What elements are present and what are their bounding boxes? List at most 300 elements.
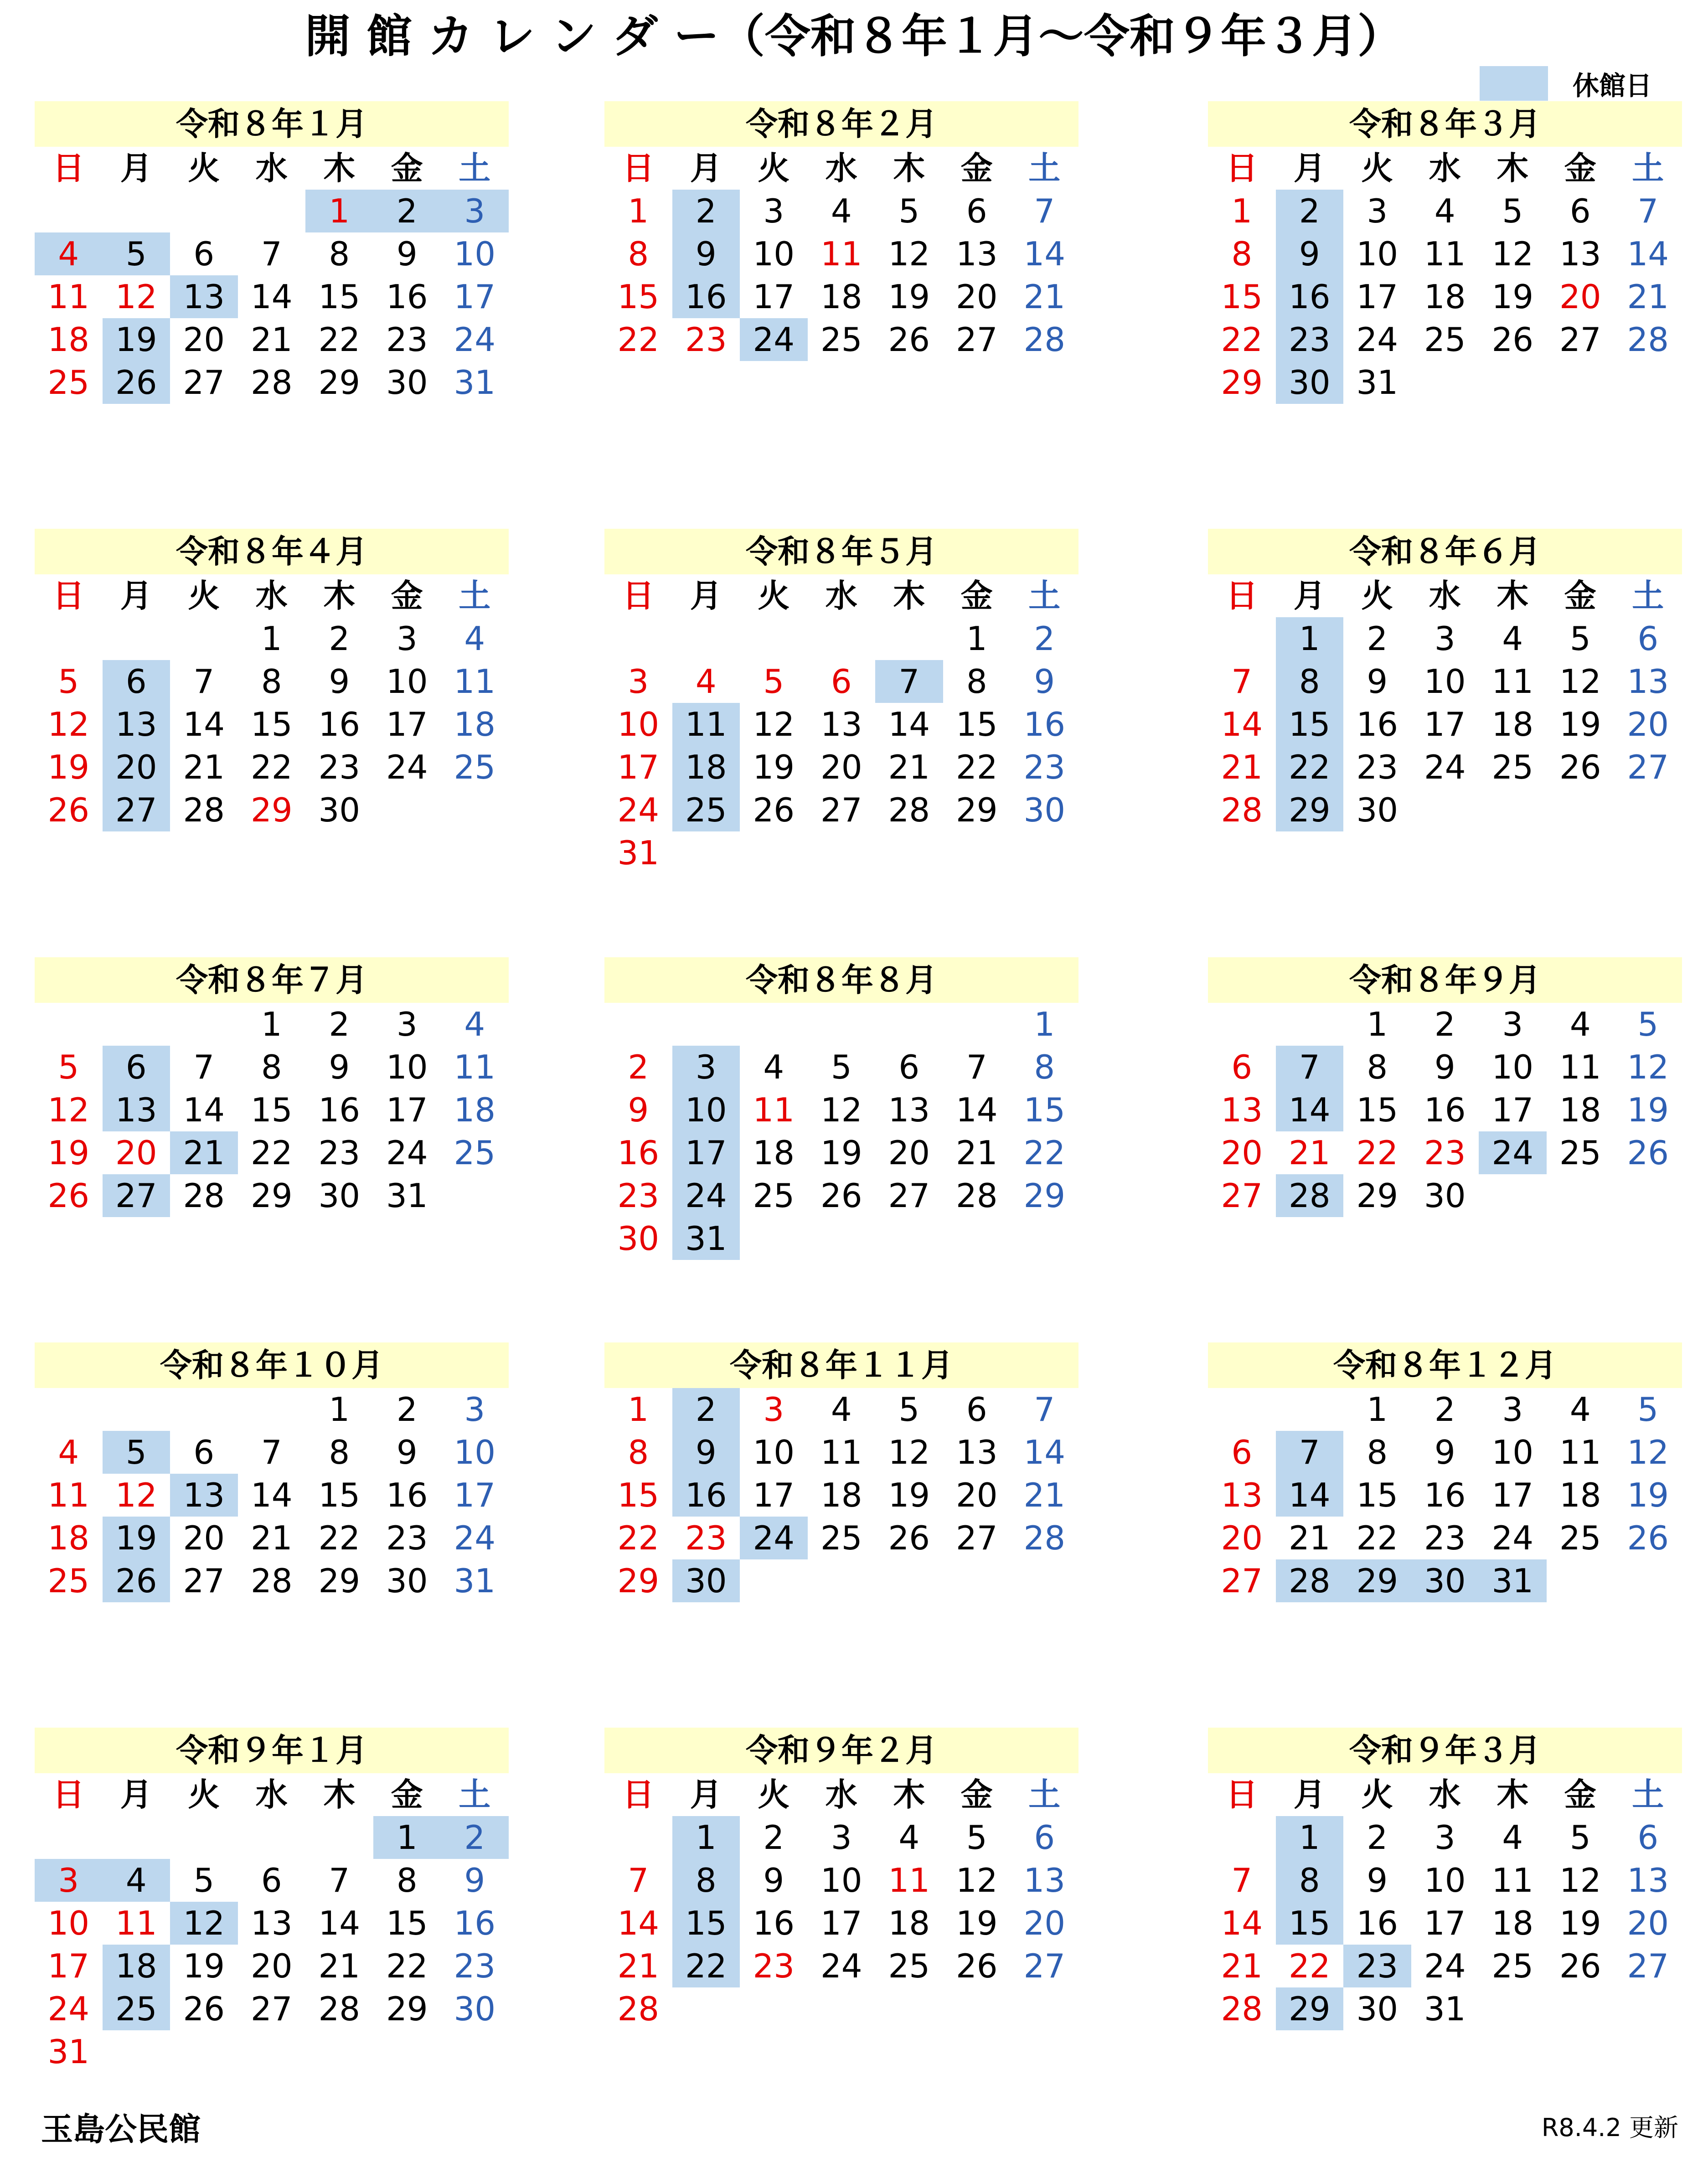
week-row: [1208, 232, 1682, 275]
day-cell: 2: [1434, 1005, 1455, 1043]
weekday-label: 金: [1564, 150, 1596, 187]
day-cell: 11: [820, 235, 862, 273]
empty-cell: [1276, 1388, 1344, 1431]
day-cell: 15: [1221, 278, 1263, 316]
weekday-label: 日: [1226, 150, 1258, 187]
day-cell: 27: [1023, 1947, 1066, 1985]
day-cell: 26: [955, 1947, 998, 1985]
day-cell: 15: [250, 705, 293, 743]
empty-cell: [1208, 1388, 1276, 1431]
empty-cell: [170, 190, 238, 232]
day-cell: 20: [115, 1134, 157, 1172]
day-cell: 22: [318, 1519, 361, 1557]
empty-cell: [1547, 1987, 1615, 2030]
day-cell: 3: [628, 662, 649, 701]
day-cell-closed: 27: [103, 789, 170, 831]
month-title: 令和９年２月: [604, 1728, 1078, 1773]
day-cell: 11: [753, 1091, 795, 1129]
day-cell: 9: [464, 1861, 485, 1899]
day-cell: 24: [820, 1947, 862, 1985]
day-cell: 22: [955, 748, 998, 786]
week-row: [35, 1902, 509, 1945]
day-cell: 26: [1491, 320, 1534, 359]
empty-cell: [943, 1217, 1011, 1260]
day-cell: 29: [1221, 363, 1263, 402]
day-cell: 31: [454, 363, 496, 402]
day-cell: 18: [47, 320, 90, 359]
day-cell: 23: [753, 1947, 795, 1985]
day-cell: 9: [1367, 1861, 1388, 1899]
month-calendar: [35, 101, 509, 404]
day-cell: 8: [628, 235, 649, 273]
empty-cell: [1547, 1559, 1615, 1602]
day-cell: 26: [183, 1990, 225, 2028]
day-cell-closed: 30: [672, 1559, 740, 1602]
month-title: 令和８年３月: [1208, 101, 1682, 147]
week-row: [604, 1131, 1078, 1174]
day-cell: 10: [454, 235, 496, 273]
day-cell: 26: [47, 1177, 90, 1215]
weekday-label: 月: [120, 1776, 152, 1813]
day-cell: 14: [617, 1904, 660, 1942]
weekday-header-row: [35, 147, 509, 190]
day-cell: 5: [193, 1861, 215, 1899]
day-cell: 16: [318, 705, 361, 743]
weekday-label: 水: [825, 150, 857, 187]
day-cell: 18: [47, 1519, 90, 1557]
day-cell: 16: [753, 1904, 795, 1942]
day-cell-closed: 6: [103, 660, 170, 703]
day-cell: 30: [1023, 791, 1066, 829]
day-cell: 5: [1569, 1818, 1591, 1857]
day-cell: 5: [1637, 1390, 1659, 1429]
week-row: [604, 1816, 1078, 1859]
day-cell: 22: [1288, 1947, 1331, 1985]
day-cell-closed: 7: [875, 660, 943, 703]
day-cell: 20: [888, 1134, 930, 1172]
day-cell-closed: 9: [672, 232, 740, 275]
page-title: 開 館 カ レ ン ダ ー（令和８年１月～令和９年３月）: [305, 10, 1403, 63]
day-cell: 23: [617, 1177, 660, 1215]
day-cell: 14: [1627, 235, 1669, 273]
day-cell: 28: [1627, 320, 1669, 359]
week-row: [1208, 746, 1682, 789]
empty-cell: [1479, 1987, 1547, 2030]
day-cell: 11: [888, 1861, 930, 1899]
day-cell: 22: [1023, 1134, 1066, 1172]
day-cell: 23: [1023, 748, 1066, 786]
week-row: [1208, 1046, 1682, 1089]
day-cell: 7: [261, 1433, 282, 1471]
day-cell: 25: [454, 1134, 496, 1172]
empty-cell: [238, 1816, 306, 1859]
day-cell: 6: [1637, 1818, 1659, 1857]
day-cell: 4: [763, 1048, 784, 1086]
weekday-label: 月: [120, 150, 152, 187]
weekday-label: 水: [825, 577, 857, 614]
day-cell: 10: [753, 1433, 795, 1471]
week-row: [35, 1089, 509, 1131]
weekday-label: 水: [255, 577, 288, 614]
day-cell: 25: [888, 1947, 930, 1985]
day-cell-closed: 3: [672, 1046, 740, 1089]
day-cell: 4: [464, 619, 485, 658]
weekday-label: 水: [255, 1776, 288, 1813]
day-cell: 30: [1356, 1990, 1398, 2028]
weekday-label: 金: [391, 150, 423, 187]
day-cell: 2: [628, 1048, 649, 1086]
day-cell: 28: [1221, 1990, 1263, 2028]
month-calendar: [604, 101, 1078, 361]
week-row: [1208, 617, 1682, 660]
month-title: 令和８年５月: [604, 529, 1078, 574]
week-row: [35, 789, 509, 831]
day-cell: 10: [1356, 235, 1398, 273]
day-cell: 23: [318, 1134, 361, 1172]
month-title: 令和８年７月: [35, 957, 509, 1003]
day-cell-closed: 6: [103, 1046, 170, 1089]
day-cell: 18: [753, 1134, 795, 1172]
day-cell: 13: [820, 705, 862, 743]
weekday-label: 月: [1293, 577, 1326, 614]
empty-cell: [1011, 1217, 1078, 1260]
day-cell: 29: [955, 791, 998, 829]
day-cell: 6: [966, 1390, 987, 1429]
week-row: [604, 318, 1078, 361]
day-cell: 20: [250, 1947, 293, 1985]
day-cell: 11: [454, 662, 496, 701]
day-cell: 17: [1491, 1091, 1534, 1129]
day-cell-closed: 29: [1276, 1987, 1344, 2030]
day-cell: 20: [1221, 1134, 1263, 1172]
day-cell: 31: [386, 1177, 428, 1215]
weekday-label: 金: [1564, 577, 1596, 614]
day-cell: 21: [318, 1947, 361, 1985]
day-cell: 27: [955, 1519, 998, 1557]
week-row: [604, 1089, 1078, 1131]
day-cell: 22: [1221, 320, 1263, 359]
day-cell-closed: 9: [672, 1431, 740, 1474]
empty-cell: [808, 1559, 876, 1602]
day-cell: 22: [250, 748, 293, 786]
day-cell: 22: [617, 320, 660, 359]
day-cell: 23: [454, 1947, 496, 1985]
day-cell-closed: 7: [1276, 1046, 1344, 1089]
day-cell-closed: 16: [672, 1474, 740, 1517]
day-cell: 18: [1491, 705, 1534, 743]
day-cell: 24: [386, 1134, 428, 1172]
weekday-label: 木: [1496, 577, 1529, 614]
weekday-header-row: [604, 574, 1078, 617]
day-cell: 11: [115, 1904, 157, 1942]
day-cell: 2: [1034, 619, 1055, 658]
day-cell: 12: [1491, 235, 1534, 273]
day-cell: 17: [1356, 278, 1398, 316]
weekday-label: 土: [1028, 577, 1061, 614]
day-cell: 10: [1491, 1048, 1534, 1086]
week-row: [35, 318, 509, 361]
day-cell-closed: 15: [672, 1902, 740, 1945]
weekday-label: 木: [1496, 150, 1529, 187]
day-cell: 16: [454, 1904, 496, 1942]
day-cell: 21: [250, 1519, 293, 1557]
week-row: [1208, 1859, 1682, 1902]
empty-cell: [943, 831, 1011, 874]
weekday-label: 火: [188, 150, 220, 187]
month-calendar: [1208, 1728, 1682, 2030]
day-cell: 4: [1569, 1005, 1591, 1043]
week-row: [1208, 275, 1682, 318]
day-cell: 11: [820, 1433, 862, 1471]
empty-cell: [672, 617, 740, 660]
day-cell: 13: [1221, 1476, 1263, 1514]
day-cell: 19: [888, 1476, 930, 1514]
day-cell: 4: [1569, 1390, 1591, 1429]
day-cell: 25: [47, 1562, 90, 1600]
empty-cell: [604, 1816, 672, 1859]
day-cell: 25: [454, 748, 496, 786]
weekday-label: 金: [960, 150, 993, 187]
day-cell: 31: [617, 834, 660, 872]
weekday-label: 日: [1226, 577, 1258, 614]
day-cell-closed: 23: [1343, 1945, 1411, 1987]
empty-cell: [1011, 831, 1078, 874]
day-cell-closed: 12: [170, 1902, 238, 1945]
day-cell: 1: [1231, 192, 1253, 230]
weekday-label: 土: [459, 150, 491, 187]
day-cell: 8: [329, 1433, 350, 1471]
day-cell: 28: [250, 1562, 293, 1600]
empty-cell: [875, 831, 943, 874]
day-cell: 3: [1434, 1818, 1455, 1857]
day-cell: 7: [193, 662, 215, 701]
day-cell-closed: 8: [672, 1859, 740, 1902]
week-row: [35, 1046, 509, 1089]
empty-cell: [238, 190, 306, 232]
weekday-label: 火: [758, 150, 790, 187]
month-title: 令和８年２月: [604, 101, 1078, 147]
weekday-label: 金: [1564, 1776, 1596, 1813]
weekday-label: 土: [459, 1776, 491, 1813]
day-cell: 12: [955, 1861, 998, 1899]
day-cell: 12: [1559, 662, 1601, 701]
week-row: [1208, 1945, 1682, 1987]
day-cell: 21: [1288, 1134, 1331, 1172]
day-cell: 26: [1559, 748, 1601, 786]
empty-cell: [305, 2030, 373, 2073]
day-cell: 24: [1424, 748, 1466, 786]
day-cell: 14: [1221, 705, 1263, 743]
weekday-label: 水: [825, 1776, 857, 1813]
day-cell: 3: [1502, 1390, 1523, 1429]
day-cell: 4: [831, 192, 852, 230]
day-cell: 23: [1424, 1519, 1466, 1557]
legend-closed-swatch: [1480, 66, 1548, 101]
day-cell: 15: [1023, 1091, 1066, 1129]
week-row: [1208, 190, 1682, 232]
month-calendar: [604, 1728, 1078, 2030]
day-cell: 6: [193, 1433, 215, 1471]
empty-cell: [170, 617, 238, 660]
day-cell: 6: [1637, 619, 1659, 658]
day-cell: 18: [1559, 1091, 1601, 1129]
empty-cell: [1479, 1174, 1547, 1217]
day-cell: 29: [1356, 1177, 1398, 1215]
weekday-label: 日: [52, 1776, 85, 1813]
month-title: 令和９年３月: [1208, 1728, 1682, 1773]
day-cell: 9: [396, 1433, 418, 1471]
week-row: [604, 617, 1078, 660]
day-cell: 28: [183, 1177, 225, 1215]
day-cell: 2: [329, 619, 350, 658]
day-cell: 10: [454, 1433, 496, 1471]
day-cell: 15: [617, 278, 660, 316]
day-cell: 11: [47, 1476, 90, 1514]
day-cell: 25: [753, 1177, 795, 1215]
day-cell-closed: 30: [1276, 361, 1344, 404]
day-cell: 29: [1023, 1177, 1066, 1215]
day-cell-closed: 18: [103, 1945, 170, 1987]
empty-cell: [373, 789, 441, 831]
empty-cell: [1547, 361, 1615, 404]
day-cell: 10: [47, 1904, 90, 1942]
week-row: [1208, 1431, 1682, 1474]
day-cell: 16: [1356, 705, 1398, 743]
week-row: [35, 1559, 509, 1602]
weekday-label: 日: [622, 1776, 655, 1813]
empty-cell: [808, 1217, 876, 1260]
week-row: [35, 1816, 509, 1859]
day-cell: 3: [831, 1818, 852, 1857]
day-cell: 26: [888, 1519, 930, 1557]
weekday-label: 火: [758, 1776, 790, 1813]
day-cell-closed: 4: [35, 232, 103, 275]
week-row: [35, 1474, 509, 1517]
week-row: [1208, 1559, 1682, 1602]
day-cell-closed: 24: [1479, 1131, 1547, 1174]
day-cell: 19: [955, 1904, 998, 1942]
day-cell-closed: 2: [441, 1816, 509, 1859]
day-cell-closed: 31: [672, 1217, 740, 1260]
day-cell-closed: 5: [103, 232, 170, 275]
weekday-header-row: [35, 574, 509, 617]
weekday-header-row: [1208, 1773, 1682, 1816]
updated-date: R8.4.2 更新: [1541, 2113, 1678, 2142]
day-cell: 6: [1034, 1818, 1055, 1857]
day-cell: 4: [898, 1818, 920, 1857]
empty-cell: [875, 1217, 943, 1260]
weekday-label: 水: [1429, 1776, 1461, 1813]
day-cell: 17: [454, 278, 496, 316]
day-cell: 26: [820, 1177, 862, 1215]
day-cell: 22: [1356, 1519, 1398, 1557]
weekday-label: 月: [1293, 150, 1326, 187]
weekday-header-row: [604, 147, 1078, 190]
day-cell: 23: [685, 320, 727, 359]
month-calendar: [35, 1728, 509, 2073]
month-calendar: [1208, 1342, 1682, 1602]
day-cell: 2: [329, 1005, 350, 1043]
day-cell: 10: [386, 662, 428, 701]
empty-cell: [1208, 1003, 1276, 1046]
day-cell: 7: [1034, 1390, 1055, 1429]
empty-cell: [1614, 1559, 1682, 1602]
month-title: 令和８年４月: [35, 529, 509, 574]
day-cell: 8: [329, 235, 350, 273]
day-cell: 27: [1221, 1177, 1263, 1215]
day-cell: 22: [1356, 1134, 1398, 1172]
day-cell-closed: 24: [672, 1174, 740, 1217]
week-row: [1208, 1388, 1682, 1431]
day-cell: 30: [1356, 791, 1398, 829]
day-cell-closed: 4: [103, 1859, 170, 1902]
week-row: [604, 1945, 1078, 1987]
day-cell: 27: [183, 363, 225, 402]
day-cell-closed: 1: [373, 1816, 441, 1859]
week-row: [1208, 703, 1682, 746]
day-cell: 23: [685, 1519, 727, 1557]
day-cell: 30: [1424, 1177, 1466, 1215]
day-cell: 24: [1491, 1519, 1534, 1557]
weekday-label: 火: [1361, 150, 1393, 187]
day-cell: 10: [617, 705, 660, 743]
day-cell: 17: [386, 705, 428, 743]
weekday-label: 火: [758, 577, 790, 614]
weekday-header-row: [1208, 574, 1682, 617]
week-row: [604, 789, 1078, 831]
day-cell: 20: [955, 1476, 998, 1514]
day-cell: 12: [820, 1091, 862, 1129]
empty-cell: [1276, 1003, 1344, 1046]
empty-cell: [103, 190, 170, 232]
day-cell: 15: [1356, 1476, 1398, 1514]
weekday-label: 日: [52, 577, 85, 614]
day-cell: 13: [955, 1433, 998, 1471]
day-cell: 14: [1023, 235, 1066, 273]
day-cell: 21: [250, 320, 293, 359]
weekday-label: 木: [893, 577, 925, 614]
day-cell: 17: [1491, 1476, 1534, 1514]
day-cell: 6: [831, 662, 852, 701]
day-cell-closed: 8: [1276, 1859, 1344, 1902]
day-cell: 31: [1424, 1990, 1466, 2028]
empty-cell: [35, 1388, 103, 1431]
week-row: [1208, 1517, 1682, 1559]
empty-cell: [1411, 789, 1479, 831]
day-cell-closed: 8: [1276, 660, 1344, 703]
empty-cell: [808, 1987, 876, 2030]
day-cell-closed: 3: [441, 190, 509, 232]
day-cell: 4: [831, 1390, 852, 1429]
empty-cell: [604, 617, 672, 660]
day-cell: 18: [820, 1476, 862, 1514]
day-cell: 5: [763, 662, 784, 701]
day-cell: 3: [396, 619, 418, 658]
day-cell: 7: [1034, 192, 1055, 230]
month-calendar: [35, 957, 509, 1217]
day-cell: 16: [386, 1476, 428, 1514]
day-cell: 19: [753, 748, 795, 786]
day-cell: 6: [1231, 1433, 1253, 1471]
day-cell: 17: [386, 1091, 428, 1129]
week-row: [1208, 361, 1682, 404]
empty-cell: [170, 1388, 238, 1431]
weekday-label: 月: [690, 150, 722, 187]
day-cell: 19: [1627, 1091, 1669, 1129]
day-cell: 20: [1559, 278, 1601, 316]
day-cell: 10: [820, 1861, 862, 1899]
day-cell: 20: [820, 748, 862, 786]
